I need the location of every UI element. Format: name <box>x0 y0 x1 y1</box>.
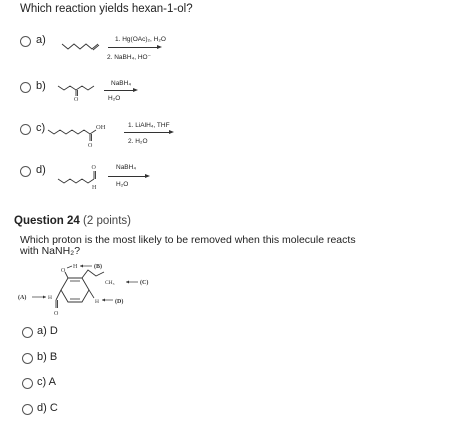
option-a-reagent-2: 2. NaBH₄, HO⁻ <box>107 54 152 61</box>
molecule-label-c: (C) <box>140 280 149 286</box>
choice-c-label: c) A <box>37 376 56 388</box>
option-b-reagent-1: NaBH₄ <box>111 80 131 87</box>
molecule-o-top: O <box>61 268 66 274</box>
choice-d-radio[interactable] <box>22 404 33 415</box>
option-b-reagent-2: H₂O <box>108 95 121 102</box>
option-d-radio[interactable] <box>20 166 31 177</box>
option-a-label: a) <box>36 34 46 46</box>
question-24-title: Question 24 <box>14 215 80 227</box>
option-d-arrow <box>108 176 146 177</box>
molecule-h-d: H <box>95 299 99 305</box>
choice-b-label: b) B <box>37 351 58 363</box>
choice-a-radio[interactable] <box>22 327 33 338</box>
molecule-label-b: (B) <box>94 264 102 270</box>
option-d-label: d) <box>36 164 46 176</box>
option-a-reagent-1: 1. Hg(OAc)₂, H₂O <box>115 36 166 43</box>
option-d-h: H <box>92 185 97 190</box>
option-b-radio[interactable] <box>20 82 31 93</box>
option-d-oxygen: O <box>91 165 96 171</box>
molecule-label-a: (A) <box>18 295 27 301</box>
molecule-o-bottom: O <box>54 311 59 317</box>
question-24-molecule <box>18 262 168 318</box>
option-c-radio[interactable] <box>20 124 31 135</box>
option-c-reagent-2: 2. H₂O <box>128 138 148 145</box>
molecule-h-b: H <box>73 264 78 270</box>
choice-b-radio[interactable] <box>22 353 33 364</box>
option-c-oh-group: OH <box>96 124 106 131</box>
option-d-structure <box>56 160 106 190</box>
question-24-heading <box>14 215 131 227</box>
option-b-arrowhead <box>133 88 138 92</box>
option-b-arrow <box>104 90 134 91</box>
molecule-h-a: H <box>48 295 52 301</box>
option-c-structure <box>46 119 112 149</box>
option-d-reagent-2: H₂O <box>116 181 129 188</box>
option-d-arrowhead <box>145 174 150 178</box>
question-24-points: (2 points) <box>83 215 131 227</box>
question-prompt: Which reaction yields hexan-1-ol? <box>20 3 193 15</box>
option-d-reagent-1: NaBH₄ <box>116 164 136 171</box>
choice-a-label: a) D <box>37 325 58 337</box>
choice-d-label: d) C <box>37 402 58 414</box>
option-a-arrowhead <box>157 45 162 49</box>
option-c-arrow <box>124 132 170 133</box>
option-c-oxygen: O <box>88 143 93 149</box>
option-b-structure <box>56 76 98 102</box>
option-c-arrowhead <box>169 130 174 134</box>
molecule-label-d: (D) <box>115 299 124 305</box>
option-a-structure <box>60 38 105 52</box>
option-a-arrow <box>108 47 158 48</box>
option-c-label: c) <box>36 122 46 134</box>
option-b-oxygen: O <box>74 97 79 102</box>
molecule-ch3: CH₃ <box>105 280 115 286</box>
option-c-reagent-1: 1. LiAlH₄, THF <box>128 122 170 129</box>
choice-c-radio[interactable] <box>22 378 33 389</box>
question-24-stem: Which proton is the most likely to be removed when this molecule reacts with NaNH₂? <box>20 234 356 257</box>
option-a-radio[interactable] <box>20 36 31 47</box>
option-b-label: b) <box>36 80 46 92</box>
